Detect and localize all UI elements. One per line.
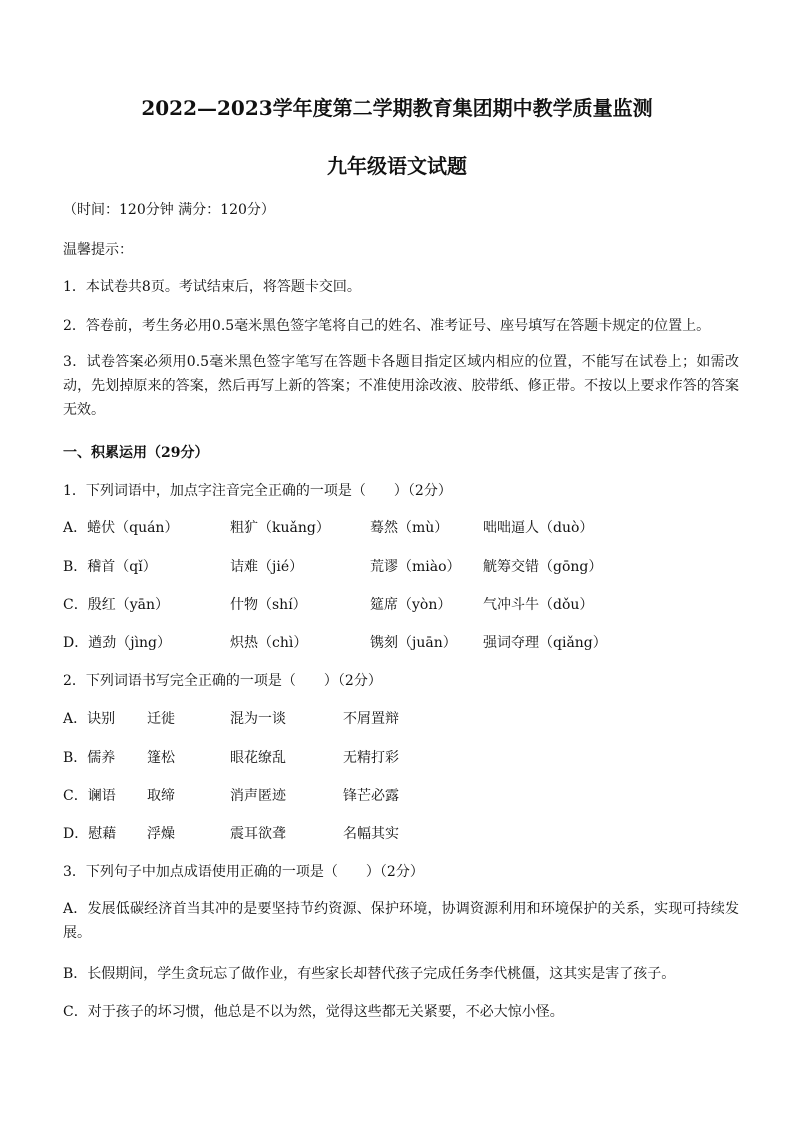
q2-option-a-1: A．诀别 <box>63 711 116 727</box>
q2-option-d-3: 震耳欲聋 <box>230 826 286 842</box>
q3-option-c: C．对于孩子的坏习惯，他总是不以为然，觉得这些都无关紧要，不必大惊小怪。 <box>63 1004 564 1020</box>
time-info: （时间：120分钟 满分：120分） <box>63 202 275 218</box>
q2-option-a-4: 不屑置辩 <box>343 711 399 727</box>
q1-option-c-4: 气冲斗牛（dǒu） <box>483 597 594 613</box>
q1-option-a-3: 蓦然（mù） <box>370 520 449 536</box>
q2-option-d-4: 名幅其实 <box>343 826 399 842</box>
q2-option-d-2: 浮燥 <box>147 826 175 842</box>
q1-option-a-4: 咄咄逼人（duò） <box>483 520 594 536</box>
question-2-stem: 2．下列词语书写完全正确的一项是（ ）（2分） <box>63 673 382 689</box>
q1-option-d-1: D．遒劲（jìng） <box>63 635 172 651</box>
q3-option-a: A．发展低碳经济首当其冲的是要坚持节约资源、保护环境，协调资源利用和环境保护的关系，实现可持续发展。 <box>63 901 739 941</box>
q1-option-b-4: 觥筹交错（gōng） <box>483 559 603 575</box>
q2-option-a-3: 混为一谈 <box>230 711 286 727</box>
q2-option-b-2: 篷松 <box>147 750 175 766</box>
q3-option-b: B．长假期间，学生贪玩忘了做作业，有些家长却替代孩子完成任务李代桃僵，这其实是害了孩子。 <box>63 966 676 982</box>
q2-option-c-3: 消声匿迹 <box>230 788 286 804</box>
q1-option-d-4: 强词夺理（qiǎng） <box>483 635 607 651</box>
q2-option-c-4: 锋芒必露 <box>343 788 399 804</box>
q1-option-a-1: A．蜷伏（quán） <box>63 520 179 536</box>
q1-option-b-3: 荒谬（miào） <box>370 559 461 575</box>
tip-item-3: 3．试卷答案必须用0.5毫米黑色签字笔写在答题卡各题目指定区域内相应的位置，不能写在试卷上；如需改动，先划掉原来的答案，然后再写上新的答案；不准使用涂改液、胶带纸、修正带。不按以上要求作答的答案无效。 <box>63 354 739 418</box>
q1-option-d-3: 镌刻（juān） <box>370 635 457 651</box>
exam-title: 2022—2023学年度第二学期教育集团期中教学质量监测 <box>141 96 653 120</box>
q2-option-d-1: D．慰藉 <box>63 826 117 842</box>
q1-option-c-3: 筵席（yòn） <box>370 597 452 613</box>
question-3-stem: 3．下列句子中加点成语使用正确的一项是（ ）（2分） <box>63 864 424 880</box>
question-1-stem: 1．下列词语中，加点字注音完全正确的一项是（ ）（2分） <box>63 483 452 499</box>
tips-heading: 温馨提示： <box>63 242 133 258</box>
q2-option-c-2: 取缔 <box>147 788 175 804</box>
q1-option-c-2: 什物（shí） <box>230 597 307 613</box>
q2-option-a-2: 迁徙 <box>147 711 175 727</box>
tip-item-2: 2．答卷前，考生务必用0.5毫米黑色签字笔将自己的姓名、准考证号、座号填写在答题卡规定的位置上。 <box>63 318 711 334</box>
q1-option-d-2: 炽热（chì） <box>230 635 308 651</box>
q1-option-a-2: 粗犷（kuǎng） <box>230 520 330 536</box>
exam-subtitle: 九年级语文试题 <box>327 154 467 178</box>
q1-option-b-2: 诘难（jié） <box>230 559 304 575</box>
q2-option-c-1: C．谰语 <box>63 788 116 804</box>
q2-option-b-1: B．儒养 <box>63 750 116 766</box>
q2-option-b-4: 无精打彩 <box>343 750 399 766</box>
tip-item-1: 1．本试卷共8页。考试结束后，将答题卡交回。 <box>63 279 361 295</box>
section-heading: 一、积累运用（29分） <box>63 445 209 461</box>
q1-option-c-1: C．殷红（yān） <box>63 597 169 613</box>
q2-option-b-3: 眼花缭乱 <box>230 750 286 766</box>
q1-option-b-1: B．稽首（qǐ） <box>63 559 157 575</box>
